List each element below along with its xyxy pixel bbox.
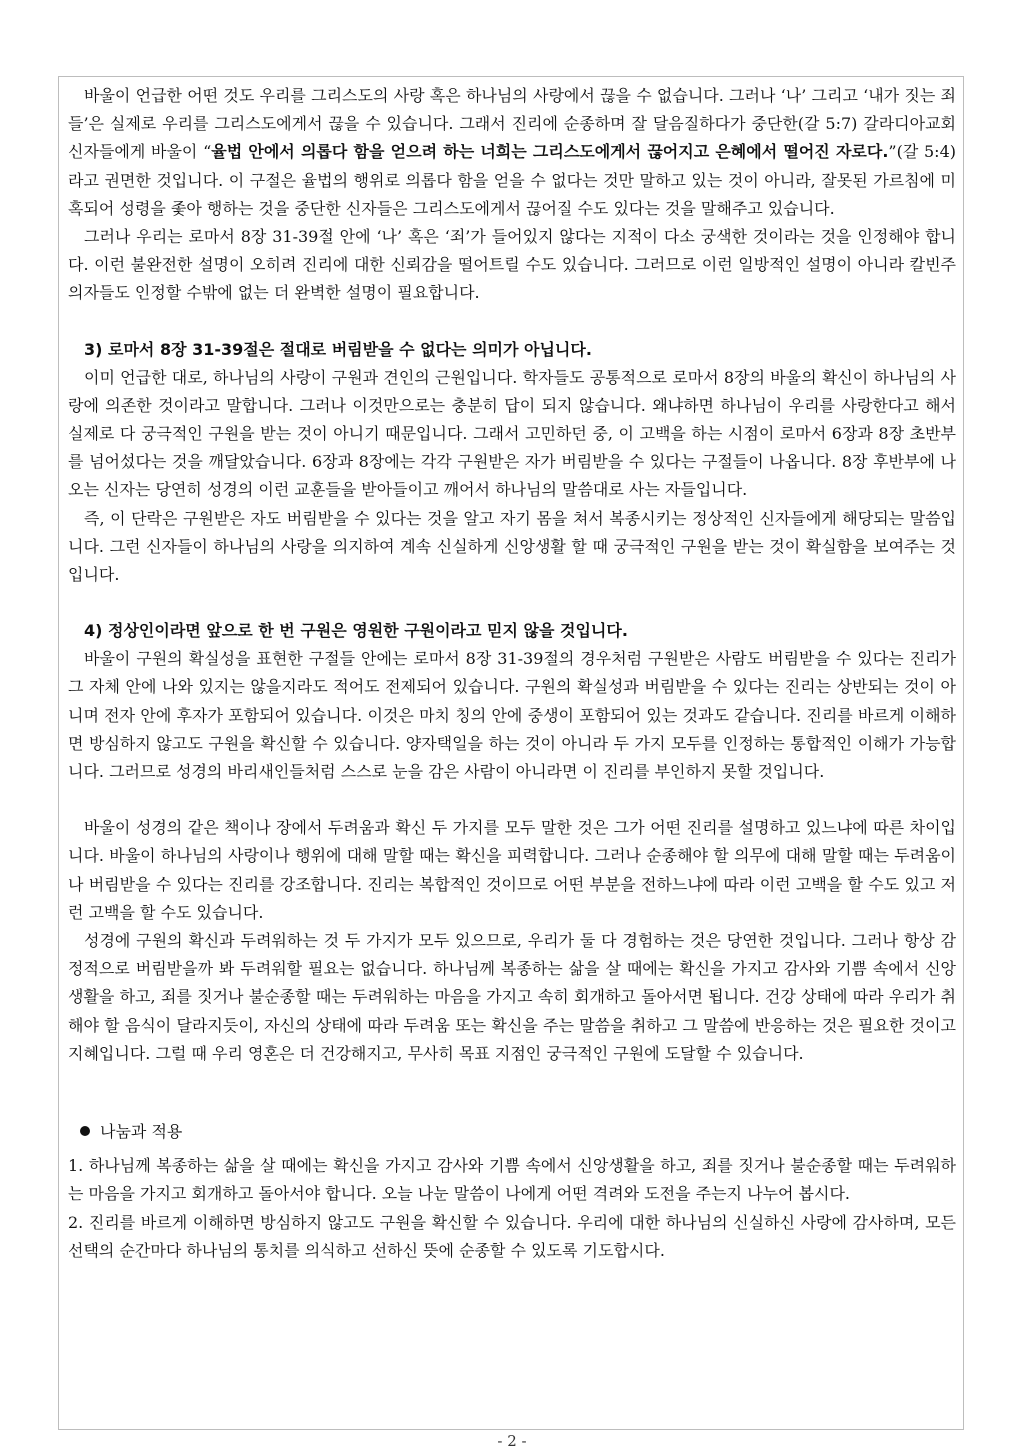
share-title-text: 나눔과 적용 [100, 1122, 183, 1142]
spacer [68, 308, 956, 336]
spacer [68, 786, 956, 814]
section-heading-3: 3) 로마서 8장 31-39절은 절대로 버림받을 수 없다는 의미가 아닙니다. [84, 339, 592, 359]
paragraph-5: 바울이 구원의 확실성을 표현한 구절들 안에는 로마서 8장 31-39절의 경우처럼 구원받은 사람도 버림받을 수 있다는 진리가 그 자체 안에 나와 있지는 않을지라도 적어도 전제되어 있습니다. 구원의 확실성과 버림받을 수 있다는 진리는 상반되는 것이 아니며 전자 안에 후자가 포함되어 있습니다. 이것은 마치 칭의 안에 중생이 포함되어 있는 것과도 같습니다. 진리를 바르게 이해하면 방심하지 않고도 구원을 확신할 수 있습니다. 양자택일을 하는 것이 아니라 두 가지 모두를 인정하는 통합적인 이해가 가능합니다. 그러므로 성경의 바리새인들처럼 스스로 눈을 감은 사람이 아니라면 이 진리를 부인하지 못할 것입니다. [68, 649, 956, 782]
page-body [68, 82, 956, 1265]
spacer [68, 1096, 956, 1118]
paragraph-4: 즉, 이 단락은 구원받은 자도 버림받을 수 있다는 것을 알고 자기 몸을 쳐서 복종시키는 정상적인 신자들에게 해당되는 말씀입니다. 그런 신자들이 하나님의 사랑을 의지하여 계속 신실하게 신앙생활 할 때 궁극적인 구원을 받는 것이 확실함을 보여주는 것입니다. [68, 508, 956, 585]
paragraph-1-text-b: ”(갈 5:4)라고 권면한 것입니다. 이 구절은 율법의 행위로 의롭다 함을 얻을 수 없다는 것만 말하고 있는 것이 아니라, 잘못된 가르침에 미혹되어 성령을 좇아 행하는 것을 중단한 신자들은 그리스도에게서 끊어질 수도 있다는 것을 말해주고 있습니다. [68, 142, 956, 218]
paragraph-3: 이미 언급한 대로, 하나님의 사랑이 구원과 견인의 근원입니다. 학자들도 공통적으로 로마서 8장의 바울의 확신이 하나님의 사랑에 의존한 것이라고 말합니다. 그러나 이것만으로는 충분히 답이 되지 않습니다. 왜냐하면 하나님이 우리를 사랑한다고 해서 실제로 다 궁극적인 구원을 받는 것이 아니기 때문입니다. 그래서 고민하던 중, 이 고백을 하는 시점이 로마서 6장과 8장 초반부를 넘어섰다는 것을 깨달았습니다. 6장과 8장에는 각각 구원받은 자가 버림받을 수 있다는 구절들이 나옵니다. 8장 후반부에 나오는 신자는 당연히 성경의 이런 교훈들을 받아들이고 깨어서 하나님의 말씀대로 사는 자들입니다. [68, 367, 956, 500]
question-2: 2. 진리를 바르게 이해하면 방심하지 않고도 구원을 확신할 수 있습니다. 우리에 대한 하나님의 신실하신 사랑에 감사하며, 모든 선택의 순간마다 하나님의 통치를 의식하고 선하신 뜻에 순종할 수 있도록 기도합시다. [68, 1212, 956, 1260]
share-section-title [68, 1118, 956, 1146]
paragraph-1 [68, 82, 956, 223]
spacer [68, 589, 956, 617]
spacer [68, 1068, 956, 1096]
paragraph-7: 성경에 구원의 확신과 두려워하는 것 두 가지가 모두 있으므로, 우리가 둘 다 경험하는 것은 당연한 것입니다. 그러나 항상 감정적으로 버림받을까 봐 두려워할 필요는 없습니다. 하나님께 복종하는 삶을 살 때에는 확신을 가지고 감사와 기쁨 속에서 신앙생활을 하고, 죄를 짓거나 불순종할 때는 두려워하는 마음을 가지고 속히 회개하고 돌아서면 됩니다. 건강 상태에 따라 우리가 취해야 할 음식이 달라지듯이, 자신의 상태에 따라 두려움 또는 확신을 주는 말씀을 취하고 그 말씀에 반응하는 것은 필요한 것이고 지혜입니다. 그럴 때 우리 영혼은 더 건강해지고, 무사히 목표 지점인 궁극적인 구원에 도달할 수 있습니다. [68, 931, 956, 1063]
page-number: - 2 - [497, 1432, 527, 1450]
bullet-icon [80, 1126, 90, 1136]
paragraph-1-text-a: 바울이 언급한 어떤 것도 우리를 그리스도의 사랑 혹은 하나님의 사랑에서 끊을 수 없습니다. 그러나 ‘나’ 그리고 ‘내가 짓는 죄들’은 실제로 우리를 그리스도에게서 끊을 수 있습니다. 그래서 진리에 순종하며 잘 달음질하다가 중단한(갈 5:7) 갈라디아교회 신자들에게 바울이 “ [68, 86, 956, 162]
paragraph-6: 바울이 성경의 같은 책이나 장에서 두려움과 확신 두 가지를 모두 말한 것은 그가 어떤 진리를 설명하고 있느냐에 따른 차이입니다. 바울이 하나님의 사랑이나 행위에 대해 말할 때는 확신을 피력합니다. 그러나 순종해야 할 의무에 대해 말할 때는 두려움이나 버림받을 수 있다는 진리를 강조합니다. 진리는 복합적인 것이므로 어떤 부분을 전하느냐에 따라 이런 고백을 할 수도 있고 저런 고백을 할 수도 있습니다. [68, 818, 956, 922]
section-heading-4: 4) 정상인이라면 앞으로 한 번 구원은 영원한 구원이라고 믿지 않을 것입니다. [84, 621, 628, 641]
bible-quote-galatians: 율법 안에서 의롭다 함을 얻으려 하는 너희는 그리스도에게서 끊어지고 은혜에서 떨어진 자로다. [211, 142, 889, 162]
paragraph-2: 그러나 우리는 로마서 8장 31-39절 안에 ‘나’ 혹은 ‘죄’가 들어있지 않다는 지적이 다소 궁색한 것이라는 것을 인정해야 합니다. 이런 불완전한 설명이 오히려 진리에 대한 신뢰감을 떨어트릴 수도 있습니다. 그러므로 이런 일방적인 설명이 아니라 칼빈주의자들도 인정할 수밖에 없는 더 완벽한 설명이 필요합니다. [68, 227, 956, 303]
question-1: 1. 하나님께 복종하는 삶을 살 때에는 확신을 가지고 감사와 기쁨 속에서 신앙생활을 하고, 죄를 짓거나 불순종할 때는 두려워하는 마음을 가지고 회개하고 돌아서야 합니다. 오늘 나눈 말씀이 나에게 어떤 격려와 도전을 주는지 나누어 봅시다. [68, 1156, 956, 1204]
